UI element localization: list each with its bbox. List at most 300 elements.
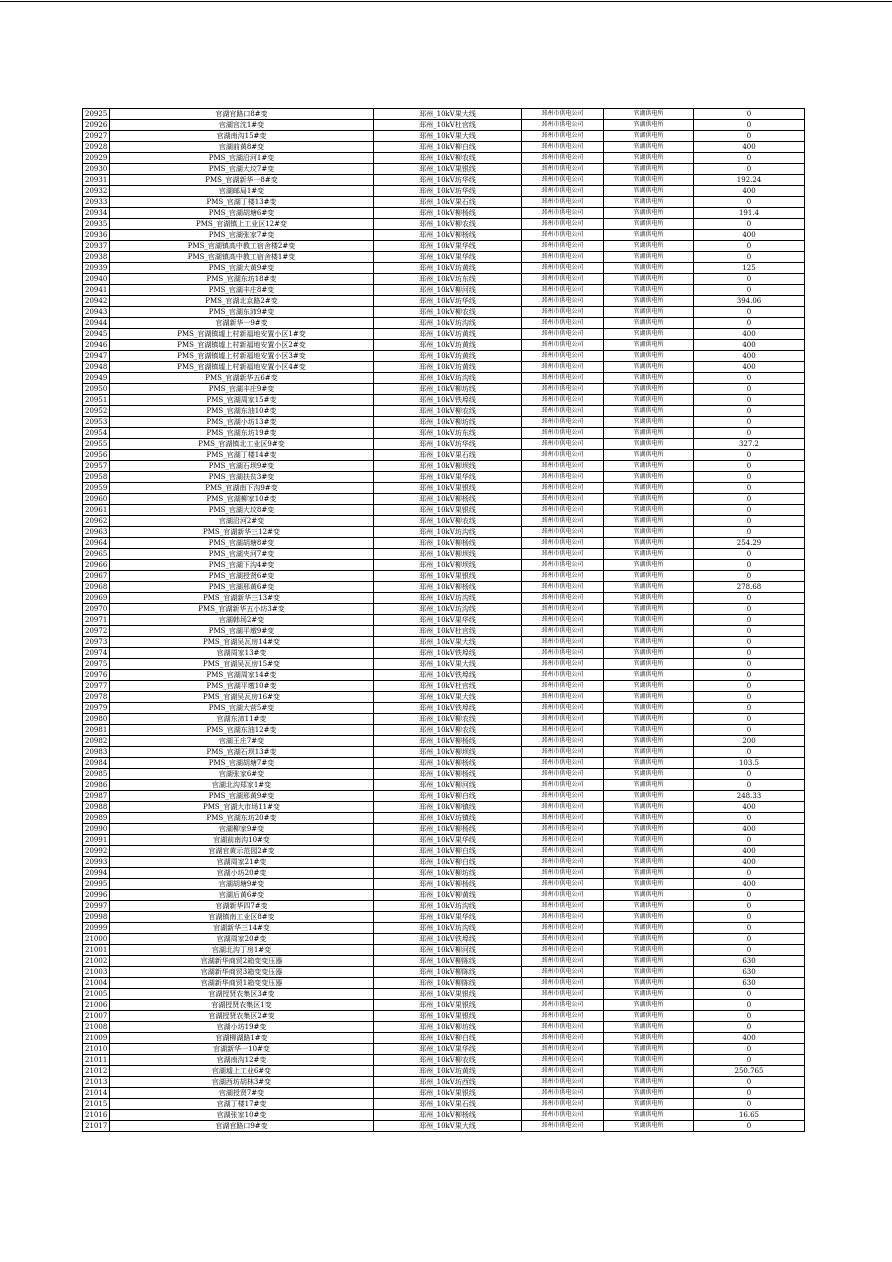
table-row: [83, 670, 805, 681]
power-station-cell: 官湖供电所: [604, 109, 694, 120]
table-row: [83, 824, 805, 835]
transformer-name-cell: PMS_官湖北京路2#变: [110, 296, 374, 307]
row-number-cell: 20963: [83, 527, 110, 538]
table-row: [83, 923, 805, 934]
capacity-cell: 0: [694, 747, 805, 758]
table-row: [83, 175, 805, 186]
table-row: [83, 252, 805, 263]
transformer-name-cell: 官湖柳家9#变: [110, 824, 374, 835]
power-station-cell: 官湖供电所: [604, 582, 694, 593]
capacity-cell: 400: [694, 857, 805, 868]
transformer-name-cell: 官湖官黄示范园2#变: [110, 846, 374, 857]
company-cell: 邳州市供电公司: [522, 131, 604, 142]
feeder-line-cell: 邳州_10kV坊镇线: [374, 813, 522, 824]
transformer-name-cell: 官湖新华三14#变: [110, 923, 374, 934]
transformer-name-cell: 官湖宫沈1#变: [110, 120, 374, 131]
power-station-cell: 官湖供电所: [604, 296, 694, 307]
capacity-cell: 0: [694, 670, 805, 681]
row-number-cell: 20928: [83, 142, 110, 153]
transformer-name-cell: 官湖镇南工业区8#变: [110, 912, 374, 923]
power-station-cell: 官湖供电所: [604, 648, 694, 659]
transformer-name-cell: PMS_官湖邢黄9#变: [110, 791, 374, 802]
capacity-cell: 0: [694, 219, 805, 230]
row-number-cell: 21017: [83, 1121, 110, 1132]
row-number-cell: 21009: [83, 1033, 110, 1044]
transformer-name-cell: PMS_官湖丁楼13#变: [110, 197, 374, 208]
power-station-cell: 官湖供电所: [604, 428, 694, 439]
capacity-cell: 0: [694, 593, 805, 604]
capacity-cell: 250.765: [694, 1066, 805, 1077]
table-row: [83, 340, 805, 351]
table-row: [83, 648, 805, 659]
transformer-name-cell: PMS_官湖柳家10#变: [110, 494, 374, 505]
power-station-cell: 官湖供电所: [604, 692, 694, 703]
transformer-name-cell: PMS_官湖张家7#变: [110, 230, 374, 241]
capacity-cell: 16.65: [694, 1110, 805, 1121]
row-number-cell: 20955: [83, 439, 110, 450]
company-cell: 邳州市供电公司: [522, 516, 604, 527]
capacity-cell: 0: [694, 989, 805, 1000]
row-number-cell: 20996: [83, 890, 110, 901]
power-station-cell: 官湖供电所: [604, 747, 694, 758]
company-cell: 邳州市供电公司: [522, 538, 604, 549]
transformer-name-cell: 官湖小坊20#变: [110, 868, 374, 879]
capacity-cell: 630: [694, 956, 805, 967]
feeder-line-cell: 邳州_10kV坊东线: [374, 428, 522, 439]
feeder-line-cell: 邳州_10kV柳坊线: [374, 417, 522, 428]
power-station-cell: 官湖供电所: [604, 736, 694, 747]
row-number-cell: 20989: [83, 813, 110, 824]
table-row: [83, 879, 805, 890]
table-row: [83, 1066, 805, 1077]
table-row: [83, 615, 805, 626]
capacity-cell: 0: [694, 648, 805, 659]
feeder-line-cell: 邳州_10kV果银线: [374, 989, 522, 1000]
feeder-line-cell: 邳州_10kV坊沟线: [374, 923, 522, 934]
capacity-cell: 400: [694, 879, 805, 890]
capacity-cell: 103.5: [694, 758, 805, 769]
table-row: [83, 769, 805, 780]
capacity-cell: 0: [694, 285, 805, 296]
feeder-line-cell: 邳州_10kV坊西线: [374, 1077, 522, 1088]
company-cell: 邳州市供电公司: [522, 527, 604, 538]
feeder-line-cell: 邳州_10kV果银线: [374, 505, 522, 516]
company-cell: 邳州市供电公司: [522, 351, 604, 362]
company-cell: 邳州市供电公司: [522, 373, 604, 384]
feeder-line-cell: 邳州_10kV坊沟线: [374, 901, 522, 912]
transformer-name-cell: 官湖周家20#变: [110, 934, 374, 945]
power-station-cell: 官湖供电所: [604, 967, 694, 978]
feeder-line-cell: 邳州_10kV柳农线: [374, 725, 522, 736]
transformer-table: [82, 108, 805, 1132]
power-station-cell: 官湖供电所: [604, 131, 694, 142]
company-cell: 邳州市供电公司: [522, 549, 604, 560]
company-cell: 邳州市供电公司: [522, 307, 604, 318]
row-number-cell: 20977: [83, 681, 110, 692]
table-row: [83, 153, 805, 164]
table-row: [83, 868, 805, 879]
row-number-cell: 21001: [83, 945, 110, 956]
power-station-cell: 官湖供电所: [604, 1077, 694, 1088]
row-number-cell: 20954: [83, 428, 110, 439]
capacity-cell: 400: [694, 362, 805, 373]
transformer-name-cell: 官湖胡塘9#变: [110, 879, 374, 890]
feeder-line-cell: 邳州_10kV柳杨线: [374, 208, 522, 219]
power-station-cell: 官湖供电所: [604, 197, 694, 208]
table-row: [83, 384, 805, 395]
table-row: [83, 989, 805, 1000]
transformer-name-cell: 官湖新华商贸1箱变变压器: [110, 978, 374, 989]
feeder-line-cell: 邳州_10kV柳杨线: [374, 538, 522, 549]
power-station-cell: 官湖供电所: [604, 450, 694, 461]
feeder-line-cell: 邳州_10kV果石线: [374, 197, 522, 208]
transformer-name-cell: 官湖张家10#变: [110, 1110, 374, 1121]
transformer-name-cell: PMS_官湖下沟4#变: [110, 560, 374, 571]
row-number-cell: 20970: [83, 604, 110, 615]
table-row: [83, 736, 805, 747]
row-number-cell: 20959: [83, 483, 110, 494]
company-cell: 邳州市供电公司: [522, 175, 604, 186]
capacity-cell: 400: [694, 1033, 805, 1044]
table-row: [83, 1022, 805, 1033]
feeder-line-cell: 邳州_10kV柳杨线: [374, 769, 522, 780]
power-station-cell: 官湖供电所: [604, 219, 694, 230]
capacity-cell: 192.24: [694, 175, 805, 186]
feeder-line-cell: 邳州_10kV坊沟线: [374, 318, 522, 329]
transformer-name-cell: 官湖新华商贸3箱变变压器: [110, 967, 374, 978]
capacity-cell: 0: [694, 1088, 805, 1099]
company-cell: 邳州市供电公司: [522, 219, 604, 230]
transformer-name-cell: PMS_官湖新华一8#变: [110, 175, 374, 186]
capacity-cell: 0: [694, 615, 805, 626]
row-number-cell: 20972: [83, 626, 110, 637]
feeder-line-cell: 邳州_10kV柳杨线: [374, 824, 522, 835]
capacity-cell: 0: [694, 428, 805, 439]
transformer-name-cell: PMS_官湖胡塘8#变: [110, 538, 374, 549]
row-number-cell: 20950: [83, 384, 110, 395]
company-cell: 邳州市供电公司: [522, 395, 604, 406]
table-row: [83, 681, 805, 692]
power-station-cell: 官湖供电所: [604, 208, 694, 219]
table-row: [83, 329, 805, 340]
feeder-line-cell: 邳州_10kV坊黄线: [374, 263, 522, 274]
power-station-cell: 官湖供电所: [604, 362, 694, 373]
transformer-name-cell: PMS_官湖周家15#变: [110, 395, 374, 406]
capacity-cell: 0: [694, 516, 805, 527]
company-cell: 邳州市供电公司: [522, 340, 604, 351]
table-row: [83, 593, 805, 604]
row-number-cell: 20947: [83, 351, 110, 362]
row-number-cell: 20953: [83, 417, 110, 428]
company-cell: 邳州市供电公司: [522, 494, 604, 505]
power-station-cell: 官湖供电所: [604, 439, 694, 450]
feeder-line-cell: 邳州_10kV柳坊线: [374, 384, 522, 395]
row-number-cell: 20961: [83, 505, 110, 516]
power-station-cell: 官湖供电所: [604, 956, 694, 967]
row-number-cell: 20932: [83, 186, 110, 197]
power-station-cell: 官湖供电所: [604, 329, 694, 340]
capacity-cell: 0: [694, 659, 805, 670]
capacity-cell: 0: [694, 164, 805, 175]
transformer-name-cell: PMS_官湖夹河7#变: [110, 549, 374, 560]
row-number-cell: 20945: [83, 329, 110, 340]
feeder-line-cell: 邳州_10kV柳杨线: [374, 230, 522, 241]
feeder-line-cell: 邳州_10kV柳杨线: [374, 1110, 522, 1121]
transformer-name-cell: PMS_官湖胡塘7#变: [110, 758, 374, 769]
transformer-name-cell: PMS_官湖东坊20#变: [110, 813, 374, 824]
table-row: [83, 395, 805, 406]
capacity-cell: 0: [694, 494, 805, 505]
capacity-cell: 0: [694, 934, 805, 945]
table-row: [83, 1077, 805, 1088]
company-cell: 邳州市供电公司: [522, 989, 604, 1000]
capacity-cell: 0: [694, 681, 805, 692]
row-number-cell: 20942: [83, 296, 110, 307]
feeder-line-cell: 邳州_10kV果大线: [374, 109, 522, 120]
company-cell: 邳州市供电公司: [522, 208, 604, 219]
power-station-cell: 官湖供电所: [604, 835, 694, 846]
capacity-cell: 0: [694, 461, 805, 472]
power-station-cell: 官湖供电所: [604, 571, 694, 582]
row-number-cell: 21014: [83, 1088, 110, 1099]
capacity-cell: 0: [694, 120, 805, 131]
company-cell: 邳州市供电公司: [522, 439, 604, 450]
table-row: [83, 802, 805, 813]
capacity-cell: 0: [694, 1055, 805, 1066]
capacity-cell: 0: [694, 923, 805, 934]
company-cell: 邳州市供电公司: [522, 692, 604, 703]
power-station-cell: 官湖供电所: [604, 505, 694, 516]
power-station-cell: 官湖供电所: [604, 1099, 694, 1110]
power-station-cell: 官湖供电所: [604, 340, 694, 351]
row-number-cell: 20936: [83, 230, 110, 241]
row-number-cell: 20998: [83, 912, 110, 923]
transformer-name-cell: PMS_官湖吴瓦房16#变: [110, 692, 374, 703]
transformer-name-cell: PMS_官湖大坟7#变: [110, 164, 374, 175]
transformer-table-body: [83, 109, 805, 1132]
company-cell: 邳州市供电公司: [522, 1099, 604, 1110]
table-row: [83, 703, 805, 714]
capacity-cell: 0: [694, 153, 805, 164]
feeder-line-cell: 邳州_10kV果华线: [374, 472, 522, 483]
power-station-cell: 官湖供电所: [604, 703, 694, 714]
company-cell: 邳州市供电公司: [522, 428, 604, 439]
transformer-name-cell: PMS_官湖石坝13#变: [110, 747, 374, 758]
company-cell: 邳州市供电公司: [522, 263, 604, 274]
row-number-cell: 21016: [83, 1110, 110, 1121]
feeder-line-cell: 邳州_10kV柳白线: [374, 1033, 522, 1044]
company-cell: 邳州市供电公司: [522, 318, 604, 329]
company-cell: 邳州市供电公司: [522, 1044, 604, 1055]
company-cell: 邳州市供电公司: [522, 659, 604, 670]
feeder-line-cell: 邳州_10kV铁埠线: [374, 934, 522, 945]
power-station-cell: 官湖供电所: [604, 472, 694, 483]
transformer-name-cell: PMS_官湖镇上工业区12#变: [110, 219, 374, 230]
transformer-name-cell: PMS_官湖沿河1#变: [110, 153, 374, 164]
power-station-cell: 官湖供电所: [604, 1022, 694, 1033]
transformer-name-cell: PMS_官湖镇墟上村新福地安置小区1#变: [110, 329, 374, 340]
transformer-name-cell: 官湖前黄8#变: [110, 142, 374, 153]
power-station-cell: 官湖供电所: [604, 593, 694, 604]
row-number-cell: 21000: [83, 934, 110, 945]
table-row: [83, 186, 805, 197]
transformer-name-cell: 官湖授贤农集区3#变: [110, 989, 374, 1000]
capacity-cell: 400: [694, 824, 805, 835]
capacity-cell: 0: [694, 780, 805, 791]
feeder-line-cell: 邳州_10kV柳坝线: [374, 549, 522, 560]
power-station-cell: 官湖供电所: [604, 615, 694, 626]
company-cell: 邳州市供电公司: [522, 1088, 604, 1099]
power-station-cell: 官湖供电所: [604, 879, 694, 890]
row-number-cell: 20956: [83, 450, 110, 461]
transformer-name-cell: PMS_官湖镇墟上村新福地安置小区2#变: [110, 340, 374, 351]
row-number-cell: 20975: [83, 659, 110, 670]
company-cell: 邳州市供电公司: [522, 956, 604, 967]
transformer-name-cell: PMS_官湖镇北工业区9#变: [110, 439, 374, 450]
transformer-name-cell: 官湖王庄7#变: [110, 736, 374, 747]
feeder-line-cell: 邳州_10kV坊黄线: [374, 340, 522, 351]
table-row: [83, 1000, 805, 1011]
table-row: [83, 1033, 805, 1044]
feeder-line-cell: 邳州_10kV铁埠线: [374, 648, 522, 659]
transformer-name-cell: 官湖周家21#变: [110, 857, 374, 868]
capacity-cell: 0: [694, 945, 805, 956]
feeder-line-cell: 邳州_10kV坊华线: [374, 296, 522, 307]
company-cell: 邳州市供电公司: [522, 648, 604, 659]
power-station-cell: 官湖供电所: [604, 263, 694, 274]
power-station-cell: 官湖供电所: [604, 406, 694, 417]
transformer-name-cell: PMS_官湖丁楼14#变: [110, 450, 374, 461]
table-row: [83, 373, 805, 384]
company-cell: 邳州市供电公司: [522, 1000, 604, 1011]
capacity-cell: 400: [694, 340, 805, 351]
company-cell: 邳州市供电公司: [522, 461, 604, 472]
feeder-line-cell: 邳州_10kV柳河线: [374, 945, 522, 956]
row-number-cell: 21002: [83, 956, 110, 967]
company-cell: 邳州市供电公司: [522, 714, 604, 725]
capacity-cell: 0: [694, 307, 805, 318]
power-station-cell: 官湖供电所: [604, 604, 694, 615]
company-cell: 邳州市供电公司: [522, 670, 604, 681]
power-station-cell: 官湖供电所: [604, 769, 694, 780]
row-number-cell: 20925: [83, 109, 110, 120]
transformer-name-cell: 官湖南沟15#变: [110, 131, 374, 142]
table-row: [83, 582, 805, 593]
capacity-cell: 327.2: [694, 439, 805, 450]
transformer-name-cell: 官湖新华一10#变: [110, 1044, 374, 1055]
company-cell: 邳州市供电公司: [522, 153, 604, 164]
power-station-cell: 官湖供电所: [604, 175, 694, 186]
company-cell: 邳州市供电公司: [522, 472, 604, 483]
transformer-name-cell: 官湖墟上工业6#变: [110, 1066, 374, 1077]
transformer-name-cell: PMS_官湖东油12#变: [110, 725, 374, 736]
capacity-cell: 0: [694, 1022, 805, 1033]
capacity-cell: 0: [694, 637, 805, 648]
table-row: [83, 1121, 805, 1132]
feeder-line-cell: 邳州_10kV柳农线: [374, 153, 522, 164]
transformer-name-cell: 官湖沿河2#变: [110, 516, 374, 527]
feeder-line-cell: 邳州_10kV柳农线: [374, 1055, 522, 1066]
feeder-line-cell: 邳州_10kV柳坝线: [374, 461, 522, 472]
company-cell: 邳州市供电公司: [522, 747, 604, 758]
row-number-cell: 20982: [83, 736, 110, 747]
table-row: [83, 604, 805, 615]
power-station-cell: 官湖供电所: [604, 307, 694, 318]
feeder-line-cell: 邳州_10kV柳坊线: [374, 1022, 522, 1033]
table-row: [83, 956, 805, 967]
feeder-line-cell: 邳州_10kV坊华线: [374, 439, 522, 450]
feeder-line-cell: 邳州_10kV柳河线: [374, 780, 522, 791]
feeder-line-cell: 邳州_10kV果华线: [374, 615, 522, 626]
transformer-name-cell: 官湖周家13#变: [110, 648, 374, 659]
row-number-cell: 20929: [83, 153, 110, 164]
table-row: [83, 637, 805, 648]
table-row: [83, 505, 805, 516]
transformer-name-cell: 官湖丁楼17#变: [110, 1099, 374, 1110]
table-row: [83, 692, 805, 703]
transformer-name-cell: PMS_官湖吴瓦房15#变: [110, 659, 374, 670]
table-row: [83, 1099, 805, 1110]
feeder-line-cell: 邳州_10kV柳杨线: [374, 758, 522, 769]
table-row: [83, 560, 805, 571]
power-station-cell: 官湖供电所: [604, 945, 694, 956]
capacity-cell: 278.68: [694, 582, 805, 593]
capacity-cell: 0: [694, 868, 805, 879]
capacity-cell: 0: [694, 274, 805, 285]
company-cell: 邳州市供电公司: [522, 362, 604, 373]
power-station-cell: 官湖供电所: [604, 1055, 694, 1066]
capacity-cell: 0: [694, 527, 805, 538]
feeder-line-cell: 邳州_10kV铁埠线: [374, 395, 522, 406]
feeder-line-cell: 邳州_10kV柳坝线: [374, 560, 522, 571]
transformer-name-cell: 官湖授贤农集区2#变: [110, 1011, 374, 1022]
row-number-cell: 20943: [83, 307, 110, 318]
row-number-cell: 21013: [83, 1077, 110, 1088]
table-row: [83, 208, 805, 219]
capacity-cell: 0: [694, 1044, 805, 1055]
row-number-cell: 20966: [83, 560, 110, 571]
company-cell: 邳州市供电公司: [522, 274, 604, 285]
power-station-cell: 官湖供电所: [604, 395, 694, 406]
power-station-cell: 官湖供电所: [604, 252, 694, 263]
company-cell: 邳州市供电公司: [522, 868, 604, 879]
table-row: [83, 142, 805, 153]
feeder-line-cell: 邳州_10kV果华线: [374, 1044, 522, 1055]
capacity-cell: 400: [694, 329, 805, 340]
transformer-name-cell: PMS_官湖大坟8#变: [110, 505, 374, 516]
row-number-cell: 20939: [83, 263, 110, 274]
row-number-cell: 21007: [83, 1011, 110, 1022]
power-station-cell: 官湖供电所: [604, 824, 694, 835]
table-row: [83, 1044, 805, 1055]
power-station-cell: 官湖供电所: [604, 802, 694, 813]
company-cell: 邳州市供电公司: [522, 142, 604, 153]
capacity-cell: 0: [694, 1000, 805, 1011]
transformer-name-cell: 官湖官路口9#变: [110, 1121, 374, 1132]
feeder-line-cell: 邳州_10kV铁埠线: [374, 703, 522, 714]
capacity-cell: 0: [694, 901, 805, 912]
power-station-cell: 官湖供电所: [604, 153, 694, 164]
table-row: [83, 967, 805, 978]
power-station-cell: 官湖供电所: [604, 659, 694, 670]
transformer-name-cell: PMS_官湖大营5#变: [110, 703, 374, 714]
feeder-line-cell: 邳州_10kV柳杨线: [374, 736, 522, 747]
row-number-cell: 20926: [83, 120, 110, 131]
transformer-name-cell: 官湖北沟丁房1#变: [110, 945, 374, 956]
row-number-cell: 20951: [83, 395, 110, 406]
capacity-cell: 400: [694, 846, 805, 857]
feeder-line-cell: 邳州_10kV果华线: [374, 912, 522, 923]
